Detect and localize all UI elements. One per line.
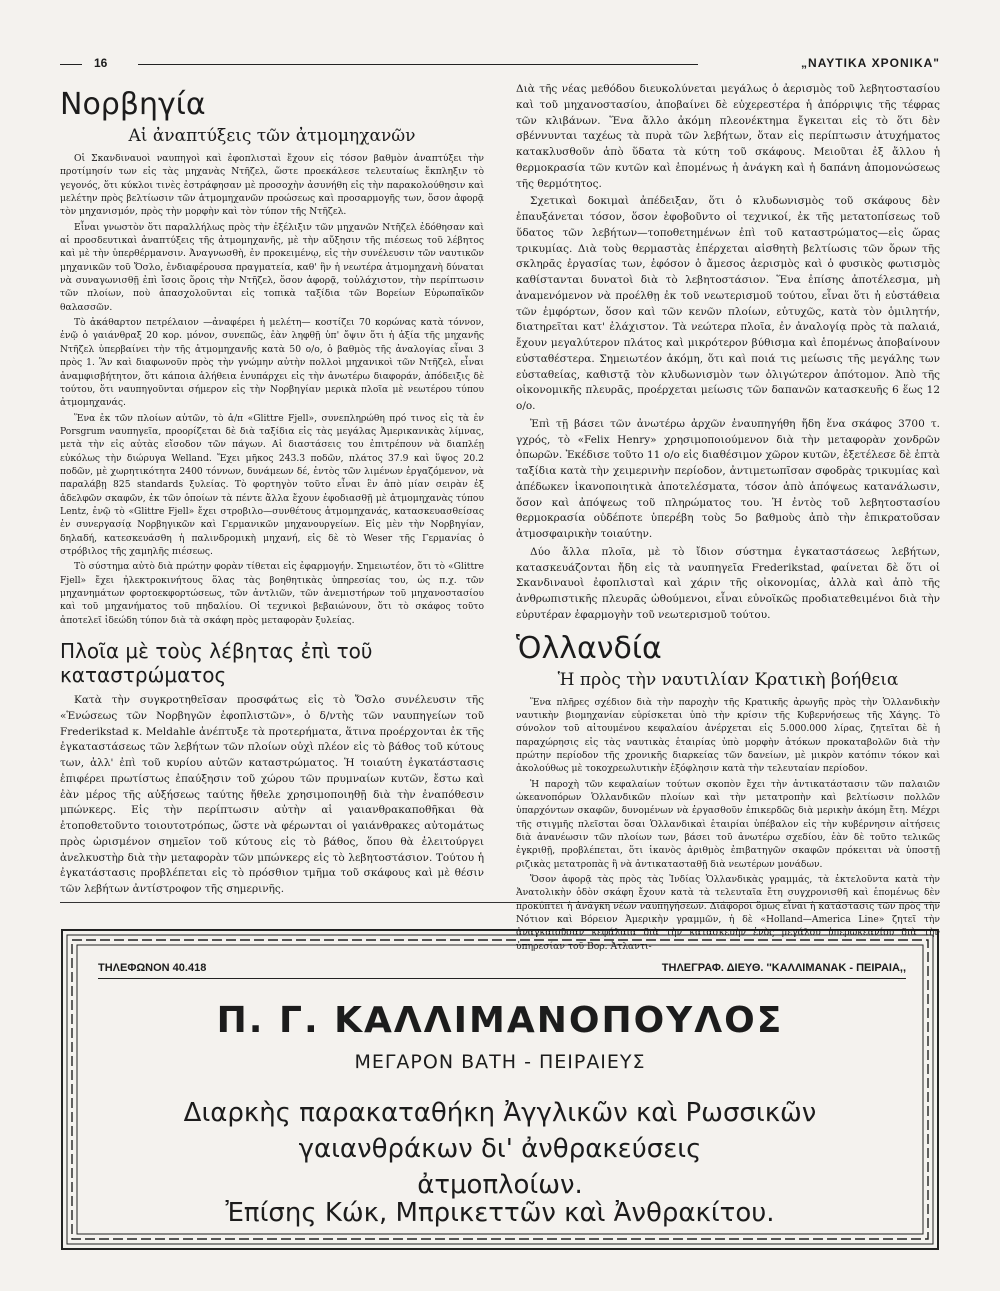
ad-also-line: Ἐπίσης Κώκ, Μπρικεττῶν καὶ Ἀνθρακίτου.: [225, 1198, 775, 1228]
norway-paragraph: Ἕνα ἐκ τῶν πλοίων αὐτῶν, τὸ ἀ/π «Glittre Fjell», συνεπληρώθη πρό τινος εἰς τὰ ἐν Porsgrum ναυπηγεῖα, προορίζεται δὲ διὰ ταξίδια εἰς τὰς μεγάλας Ἀμερικανικὰς λίμνας, μετὰ τὴν εἰς αὐτὰς εἴσοδον τῶν πάγων. Αἱ διαστάσεις του ἐπιτρέπουν νὰ διαπλέῃ εὐκόλως τὴν διώρυγα Welland. Ἔχει μῆκος 243.3 ποδῶν, πλάτος 37.9 καὶ ὕψος 20.2 ποδῶν, μὲ χωρητικότητα 2400 τόννων, δυνάμεων δέ, ἐντὸς τῶν λιμένων ἐργαζόμενον, νὰ παραλάβῃ 825 standards ξυλείας. Τὸ φορτηγὸν τοῦτο εἶναι ἓν ἀπὸ μίαν σειρὰν ἐξ ἀδελφῶν σκαφῶν, ἐκ τῶν ὁποίων τὰ πέντε ἄλλα ἔχουν ἐφοδιασθῇ μὲ ἀτμομηχανὰς τύπου Lentz, ἐνῷ τὸ «Glittre Fjell» ἔχει στροβιλο—συνθέτους ἀτμομηχανάς, κατασκευασθείσας ἐν συνεργασίᾳ Νορβηγικῶν καὶ Γερμανικῶν μηχανουργείων. Εἰς μὲν τὴν Νορβηγίαν, δηλαδή, κατεσκευάσθη ἡ παλινδρομικὴ μηχανή, εἰς δὲ τὸ Weser τῆς Γερμανίας ὁ στρόβιλος τῆς χαμηλῆς πιέσεως.: [60, 412, 484, 557]
ad-address: ΜΕΓΑΡΟΝ ΒΑΤΗ - ΠΕΙΡΑΙΕΥΣ: [354, 1051, 646, 1073]
holland-paragraph: Ἕνα πλῆρες σχέδιον διὰ τὴν παροχὴν τῆς Κρατικῆς ἀρωγῆς πρὸς τὴν Ὁλλανδικὴν ναυτικὴν βιομηχανίαν εὑρίσκεται ὑπὸ τὴν κρίσιν τῆς Κυβερνήσεως τῆς Χάγης. Τὸ σύνολον τοῦ αἰτουμένου κεφαλαίου ἀνέρχεται εἰς 5.000.000 λίρας, ζητεῖται δὲ ἡ παραχώρησις εἰς τὰς ναυτικὰς ἑταιρίας ὑπὸ μορφὴν ἀτόκων προκαταβολῶν διὰ τὴν πρώτην περίοδον τῆς χρονικῆς διαρκείας τῶν δανείων, μὲ μικρὸν κατόπιν τόκον καὶ ἀκολούθως μὲ τοκοχρεωλυτικὴν ἐξόφλησιν κατὰ τὴν τελευταίαν περίοδον.: [516, 696, 940, 775]
boilers-paragraph: Διὰ τῆς νέας μεθόδου διευκολύνεται μεγάλως ὁ ἀερισμὸς τοῦ λεβητοστασίου καὶ τοῦ μηχανοστασίου, ἀποβαίνει δὲ εὐχερεστέρα ἡ ἀπόρριψις τῆς τέφρας τῶν κλιβάνων. Ἕνα ἄλλο ἀκόμη πλεονέκτημα ἔγκειται εἰς τὸ ὅτι δὲν σβέννυνται ταχέως τὰ πυρὰ τῶν λεβήτων, ὅταν εἰς περίπτωσιν ἀτυχήματος κατακλυσθοῦν ἀπὸ ὕδατα τὰ κύτη τοῦ σκάφους. Μειοῦται ἐξ ἄλλου ἡ θερμοκρασία τῶν κυτῶν καὶ ἑπομένως ἡ ἀνάγκη καὶ ἡ δαπάνη ἀπομονώσεως τῆς θερμότητος.: [516, 83, 940, 190]
norway-heading: Νορβηγία: [60, 87, 206, 122]
header-rule-left: [60, 64, 82, 65]
ad-phone: ΤΗΛΕΦΩΝΟΝ 40.418: [98, 962, 207, 974]
boilers-paragraph: Δύο ἄλλα πλοῖα, μὲ τὸ ἴδιον σύστημα ἐγκαταστάσεως λεβήτων, κατασκευάζονται ἤδη εἰς τὰ ναυπηγεῖα Frederikstad, φαίνεται δὲ ὅτι οἱ Σκανδιναυοὶ ἐφοπλισταὶ καὶ χάριν τῆς οἰκονομίας, ἀλλὰ καὶ ἀπὸ τῆς ἀνθρωπιστικῆς πλευρᾶς ὠθούμενοι, εἶναι εὐνοϊκῶς προδιατεθειμένοι διὰ τὴν εὐρυτέραν ἐφαρμογὴν τοῦ νεωτερισμοῦ τούτου.: [516, 545, 940, 621]
section-divider: [60, 902, 940, 903]
left-column: [60, 82, 484, 902]
boilers-paragraph: Κατὰ τὴν συγκροτηθεῖσαν προσφάτως εἰς τὸ Ὄσλο συνέλευσιν τῆς «Ἑνώσεως τῶν Νορβηγῶν ἐφοπλιστῶν», ὁ δ/ντὴς τῶν ναυπηγείων τοῦ Frederikstad κ. Meldahle ἀνέπτυξε τὰ προτερήματα, ἅτινα προέρχονται ἐκ τῆς ἐγκαταστάσεως τῶν λεβήτων τῶν πλοίων οὐχὶ πλέον εἰς τὸ βάθος τοῦ κύτους των, ἀλλ' ἐπὶ τοῦ κυρίου αὐτῶν καταστρώματος. Ἡ τοιαύτη ἐγκατάστασις ἐπιφέρει πρωτίστως ἐπαύξησιν τοῦ χώρου τῶν πρυμναίων κυτῶν, ἔστω καὶ ἐὰν μέρος τῆς αὐξήσεως ταύτης ἤθελε χρησιμοποιηθῇ διὰ τὴν ἐναπόθεσιν μπώνκερς. Εἰς τὴν περίπτωσιν αὐτὴν αἱ γαιανθρακαποθῆκαι θὰ ἐτοποθετοῦντο τοιουτοτρόπως, ὥστε νὰ φέρωνται οἱ γαιάνθρακες αὐτομάτως πρὸς ὡρισμένον σημεῖον τοῦ κύτους εἰς τὸ βάθος, ὅπου θὰ ἐλειτούργει ἀνελκυστὴρ διὰ τὴν μεταφορὰν τῶν μπώνκερς εἰς τὸ λεβητοστάσιον. Τούτου ἡ ἐγκατάστασις προβλέπεται εἰς τὸ πρόσθιον τμῆμα τοῦ σκάφους καὶ μὲ θέσιν τῶν λεβήτων ἀντίστροφον τῆς σημερινῆς.: [60, 694, 484, 896]
ad-description-line: ἀτμοπλοίων.: [417, 1169, 583, 1200]
holland-heading: Ὁλλανδία: [516, 630, 662, 666]
ad-description: [60, 1096, 940, 1204]
journal-title: „ΝΑΥΤΙΚΑ ΧΡΟΝΙΚΑ": [801, 56, 940, 70]
ad-description-line: Διαρκὴς παρακαταθήκη Ἀγγλικῶν καὶ Ρωσσικῶν: [183, 1098, 817, 1128]
ad-telegraph: ΤΗΛΕΓΡΑΦ. ΔΙΕΥΘ. ''ΚΑΛΛΙΜΑΝΑΚ - ΠΕΙΡΑΙΑ,,: [661, 962, 906, 974]
norway-paragraph: Οἱ Σκανδιναυοὶ ναυπηγοὶ καὶ ἐφοπλισταὶ ἔχουν εἰς τόσον βαθμὸν ἀναπτύξει τὴν προτίμησίν των εἰς τὰς μηχανὰς Ντῆζελ, ὥστε προεκάλεσε τελευταίως ἔκπληξιν τὸ γεγονός, ὅτι κύκλοι τινὲς ἐστράφησαν μὲ προσοχὴν ἀσυνήθη εἰς τὴν παρακολούθησιν καὶ μελέτην πρὸς βελτίωσιν τῶν ἀτμομηχανῶν προώσεως καὶ προσαρμογῆς των, ὅσον ἀφορᾷ τὸν μηχανισμόν, πρὸς τὴν μορφὴν καὶ τὸν τύπον τῆς Ντῆζελ.: [60, 153, 484, 218]
ad-rule: [98, 978, 906, 979]
holland-paragraph: Ὅσον ἀφορᾷ τὰς πρὸς τὰς Ἰνδίας Ὁλλανδικὰς γραμμάς, τὰ ἐκτελοῦντα κατὰ τὴν Ἀνατολικὴν ὁδὸν σκάφη ἔχουν κατὰ τὰ τελευταῖα ἔτη συγχρονισθῆ καὶ ἑπομένως δὲν προκύπτει ἡ ἀνάγκη νέων ναυπηγήσεων. Διάφοροι ὅμως εἶναι ἡ κατάστασις τῶν πρὸς τὴν Νότιον καὶ Βόρειον Ἀμερικὴν γραμμῶν, ἡ δὲ «Holland—America Line» ζητεῖ τὴν ἀναγκαιοῦσαν κεφάλαια διὰ τὴν κατασκευὴν ἑνὸς μεγάλου ὑπερωκεανίου διὰ τὴν ὑπηρεσίαν τοῦ Βορ. Ἀτλαντι-: [516, 873, 940, 952]
holland-subheading: Ἡ πρὸς τὴν ναυτιλίαν Κρατικὴ βοήθεια: [557, 669, 899, 690]
holland-paragraph: Ἡ παροχὴ τῶν κεφαλαίων τούτων σκοπὸν ἔχει τὴν ἀντικατάστασιν τῶν παλαιῶν ὠκεανοπόρων Ὁλλανδικῶν πλοίων καὶ τὴν μετατροπὴν καὶ βελτίωσιν πολλῶν ὑπαρχόντων σκαφῶν, δυνομένων νὰ ἐργασθοῦν ἐπικερδῶς διὰ μερικὴν ἀκόμη ἔτη. Μέχρι τῆς στιγμῆς πλεῖσται ὅσαι Ὁλλανδικαὶ ἑταιρίαι ὑπέβαλον εἰς τὴν κυβέρνησιν αἰτήσεις διὰ ἀνανέωσιν τῶν πλοίων των, βάσει τοῦ ἀνωτέρω σχεδίου, ἐὰν δὲ τοῦτο τελικῶς ἐγκριθῇ, προβλέπεται, ὅτι ἱκανὸς ἀριθμὸς ἐπιβατηγῶν σκαφῶν πρόκειται νὰ ὑποστῇ ριζικὰς μετατροπὰς ἢ νὰ ἀντικατασταθῇ διὰ νεωτέρων μονάδων.: [516, 778, 940, 870]
norway-paragraph: Τὸ σύστημα αὐτὸ διὰ πρώτην φορὰν τίθεται εἰς ἐφαρμογήν. Σημειωτέον, ὅτι τὸ «Glittre Fjell» ἔχει ἠλεκτροκινήτους ὅλας τὰς βοηθητικὰς ὑπηρεσίας του, ὡς π.χ. τῶν μηχανημάτων φορτοεκφορτώσεως, τῶν ἀντλιῶν, τῶν ἀνεμιστήρων τοῦ μηχανοστασίου καὶ τοῦ μηχανήματος τοῦ πηδαλίου. Οἱ τεχνικοὶ βεβαιώνουν, ὅτι τὸ σκάφος τοῦτο ἀποτελεῖ ἰδεώδη τύπον διὰ τὰ σκάφη πρὸς μεταφορὰν ξυλείας.: [60, 561, 484, 626]
boilers-paragraph: Σχετικαὶ δοκιμαὶ ἀπέδειξαν, ὅτι ὁ κλυδωνισμὸς τοῦ σκάφους δὲν ἐπαυξάνεται τόσον, ὅσον ἐφοβοῦντο οἱ τεχνικοί, ἐκ τῆς μετατοπίσεως τοῦ ὕδατος τῶν λεβήτων—τοποθετημένων ἐπὶ τοῦ καταστρώματος—εἰς ὥρας τρικυμίας. Διὰ τοὺς θερμαστὰς ἐπέρχεται αἰσθητὴ βελτίωσις τῶν ὅρων τῆς σκληρᾶς ἐργασίας των, ἐφόσον ὁ ἄμεσος ἀερισμὸς καὶ ὁ φυσικὸς φωτισμὸς καθίστανται δυνατοὶ διὰ τὸ λεβητοστάσιον. Ἕνα ἐπίσης ἀποτέλεσμα, μὴ ἀναμενόμενον νὰ προέλθῃ ἐκ τοῦ νεωτερισμοῦ τούτου, εἶναι ὅτι ἡ εὐστάθεια τῶν ἐμφόρτων, ὅσον καὶ τῶν κενῶν πλοίων, εὐτυχῶς, κατὰ τὸν ὁμιλητήν, διατηρεῖται κατ' ἐλάχιστον. Τὰ νεώτερα πλοῖα, ἐν ἀναλογίᾳ πρὸς τὰ παλαιά, ἔχουν μεγαλύτερον πλάτος καὶ μικρότερον βύθισμα καὶ ἑπομένως ἀποβαίνουν εὐσταθέστερα. Σημειωτέον ἀκόμη, ὅτι καὶ ποιά τις μείωσις τῆς μεγάλης των εὐσταθείας, καθιστᾷ τὸν κλυδωνισμὸν των ὀλιγώτερον ἀπότομον. Ἀπὸ τῆς οἰκονομικῆς πλευρᾶς, προέρχεται μείωσις τῶν δαπανῶν κατασκευῆς 6 ἕως 12 ο/ο.: [516, 195, 940, 412]
boilers-heading: Πλοῖα μὲ τοὺς λέβητας ἐπὶ τοῦ καταστρώματος: [60, 639, 373, 688]
norway-paragraph: Τὸ ἀκάθαρτον πετρέλαιον —ἀναφέρει ἡ μελέτη— κοστίζει 70 κορώνας κατὰ τόννον, ἐνῷ ὁ γαιάνθραξ 20 κορ. μόνον, συνεπῶς, ἐὰν ληφθῇ ὑπ' ὄψιν ὅτι ἡ ἀξία τῆς μηχανῆς Ντῆζελ ὑπερβαίνει τὴν τῆς ἀτμομηχανῆς κατὰ 50 ο/ο, ὁ βαθμὸς τῆς ἀναλογίας εἶναι 3 πρὸς 1. Ἂν καὶ διαφωνοῦν πρὸς τὴν γνώμην αὐτὴν πολλοὶ μηχανικοὶ τῶν Ντῆζελ, εἶναι ἀναμφισβήτητον, ὅτι κάποια ἀλήθεια ἐνυπάρχει εἰς τὴν ἀνωτέρω διαφοράν, ἀπόδειξις δὲ τούτου, ὅτι ναυπηγοῦνται σήμερον εἰς τὴν Νορβηγίαν μερικὰ πλοῖα μὲ νεωτέρου τύπου ἀτμομηχανάς.: [60, 317, 484, 409]
right-column: [516, 82, 940, 952]
norway-paragraph: Εἶναι γνωστὸν ὅτι παραλλήλως πρὸς τὴν ἐξέλιξιν τῶν μηχανῶν Ντῆζελ ἐδόθησαν καὶ αἱ προσδευτικαὶ ἀναπτύξεις τῆς ἀτμομηχανῆς, μὲ τὴν αὔξησιν τῆς πιέσεως τοῦ λέβητος καὶ μὲ τὴν ὑπερθέρμανσιν. Ἀναγνωσθὴ, ἐν προκειμένῳ, εἰς τὴν συνέλευσιν τῶν ναυτικῶν μηχανικῶν τοῦ Ὄσλο, ἐνδιαφέρουσα πραγματεία, καθ' ἣν ἡ νεωτέρα ἀτμομηχανὴ δύναται νὰ συναγωνισθῇ ἐπὶ ἴσοις ὅροις τὴν Ντῆζελ, ὅσον ἀφορᾷ, τοὐλάχιστον, τὴν περίπτωσιν τῶν πλοίων, ποὺ ἀπασχολοῦνται εἰς τοπικὰ ταξίδια τῶν Βορείων Εὐρωπαϊκῶν θαλασσῶν.: [60, 221, 484, 313]
ad-company-name: Π. Γ. ΚΑΛΛΙΜΑΝΟΠΟΥΛΟΣ: [216, 1000, 784, 1041]
norway-subheading: Αἱ ἀναπτύξεις τῶν ἀτμομηχανῶν: [128, 126, 416, 146]
boilers-paragraph: Ἐπὶ τῇ βάσει τῶν ἀνωτέρω ἀρχῶν ἐναυπηγήθη ἤδη ἕνα σκάφος 3700 τ. γχρός, τὸ «Felix Henry» χρησιμοποιούμενον διὰ τὴν μεταφορὰν χονδρῶν ὀπωρῶν. Ἐκέδισε τοῦτο 11 ο/ο εἰς διαθέσιμον χῶρον κυτῶν, ἐξετέλεσε δὲ ἑπτὰ ταξίδια κατὰ τὴν χειμερινὴν περίοδον, ἀντιμετωπῖσαν σφοδρὰς τρικυμίας καὶ ἀπέδωκεν ἱκανοποιητικὰ ἀποτελέσματα, τόσον ἀπὸ ἀπόψεως κατανάλωσιν, ὅσον καὶ ἀπόψεως τοῦ πληρώματος του. Ἡ ἐντὸς τοῦ λεβητοστασίου θερμοκρασία οὐδέποτε ὑπερέβη τοὺς 5ο βαθμοὺς ἀπὸ τὴν ἐπικρατοῦσαν ἀτμοσφαιρικὴν τοιαύτην.: [516, 417, 940, 540]
page-header: [60, 56, 940, 70]
advertisement: [60, 928, 940, 1251]
page-number: 16: [94, 56, 108, 70]
ad-description-line: γαιανθράκων δι' ἀνθρακεύσεις: [298, 1133, 702, 1164]
header-rule-middle: [138, 64, 698, 65]
